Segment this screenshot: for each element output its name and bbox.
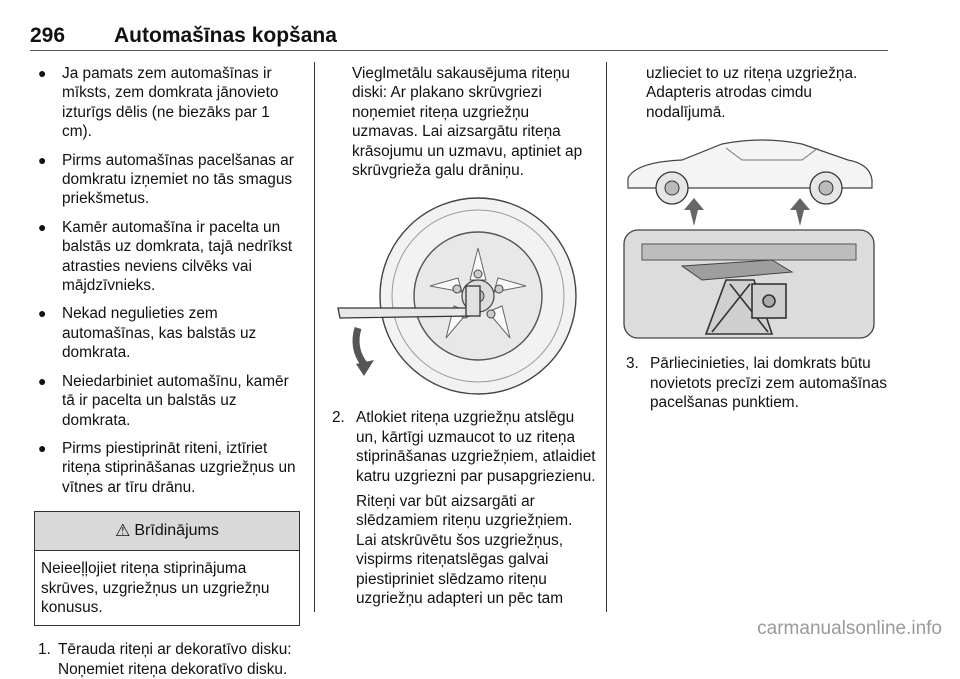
warning-title: Brīdinājums — [134, 522, 219, 540]
list-item: ● Ja pamats zem automašīnas ir mīksts, zem domkrata jānovieto izturīgs dēlis (ne biezāks par 1 cm). — [38, 65, 279, 141]
warning-triangle-icon: ⚠ — [115, 521, 131, 541]
bullet-icon: ● — [38, 151, 47, 168]
step-text-continued: Noņemiet riteņa dekoratīvo disku. — [58, 660, 288, 678]
bullet-icon: ● — [38, 218, 47, 235]
bullet-icon: ● — [38, 65, 47, 81]
warning-box — [34, 511, 300, 626]
list-item: ● Pirms piestiprināt riteni, iztīriet riteņa stiprināšanas uzgriežņus un vītnes ar tīru drānu. — [38, 439, 296, 496]
page-number: 296 — [30, 24, 66, 47]
list-item: ● Pirms automašīnas pacelšanas ar domkratu izņemiet no tās smagus priekšmetus. — [38, 151, 294, 208]
page-title: Automašīnas kopšana — [114, 24, 337, 47]
column-1 — [34, 64, 302, 679]
column-divider-1 — [314, 62, 315, 612]
step-1 — [34, 640, 302, 679]
step-3 — [622, 354, 890, 412]
step-number: 2. — [332, 409, 345, 427]
column-3 — [622, 64, 890, 412]
alloy-wheel-instructions: Vieglmetālu sakausējuma riteņu diski: Ar plakano skrūvgriezi noņemiet riteņa uzgriežņu uzmavas. Lai aizsargātu riteņa krāsojumu un uzmavu, aptiniet ap skrūvgrieža galu drāniņu. — [352, 65, 583, 180]
wheel-wrench-illustration — [328, 188, 596, 398]
bullet-icon: ● — [38, 305, 47, 322]
watermark: carmanualsonline.info — [757, 618, 942, 639]
step-number: 1. — [38, 641, 51, 659]
bullet-icon: ● — [38, 372, 47, 389]
step-text: Tērauda riteņi ar dekoratīvo disku: — [58, 641, 292, 659]
step-continuation: uzlieciet to uz riteņa uzgriežņa. Adapteris atrodas cimdu nodalījumā. — [646, 65, 858, 121]
step-text: Atlokiet riteņa uzgriežņu atslēgu un, kārtīgi uzmaucot to uz riteņa stiprināšanas uzgriežņiem, atlaidiet katru uzgriezni par pusapgriezienu. — [356, 409, 596, 485]
warning-body: Neieeļļojiet riteņa stiprinājuma skrūves, uzgriežņus un uzgriežņu konusus. — [41, 560, 270, 616]
warning-header — [35, 512, 299, 551]
column-2 — [328, 64, 596, 609]
bullet-icon: ● — [38, 439, 47, 456]
step-note: Riteņi var būt aizsargāti ar slēdzamiem riteņu uzgriežņiem. Lai atskrūvētu šos uzgriežņus, vispirms riteņatslēgas galvai piestipriniet slēdzamo riteņu uzgriežņu adapteri un pēc tam — [356, 493, 573, 608]
jacking-points-illustration — [622, 134, 876, 340]
step-2 — [328, 408, 596, 486]
step-number: 3. — [626, 355, 639, 373]
step-text: Pārliecinieties, lai domkrats būtu novietots precīzi zem automašīnas pacelšanas punktiem. — [650, 355, 887, 412]
header-divider — [30, 50, 888, 51]
list-item: ● Kamēr automašīna ir pacelta un balstās uz domkrata, tajā nedrīkst atrasties neviens cilvēks vai mājdzīvnieks. — [38, 218, 293, 295]
list-item: ● Nekad negulieties zem automašīnas, kas balstās uz domkrata. — [38, 305, 257, 362]
column-divider-2 — [606, 62, 607, 612]
list-item: ● Neiedarbiniet automašīnu, kamēr tā ir pacelta un balstās uz domkrata. — [38, 372, 289, 429]
